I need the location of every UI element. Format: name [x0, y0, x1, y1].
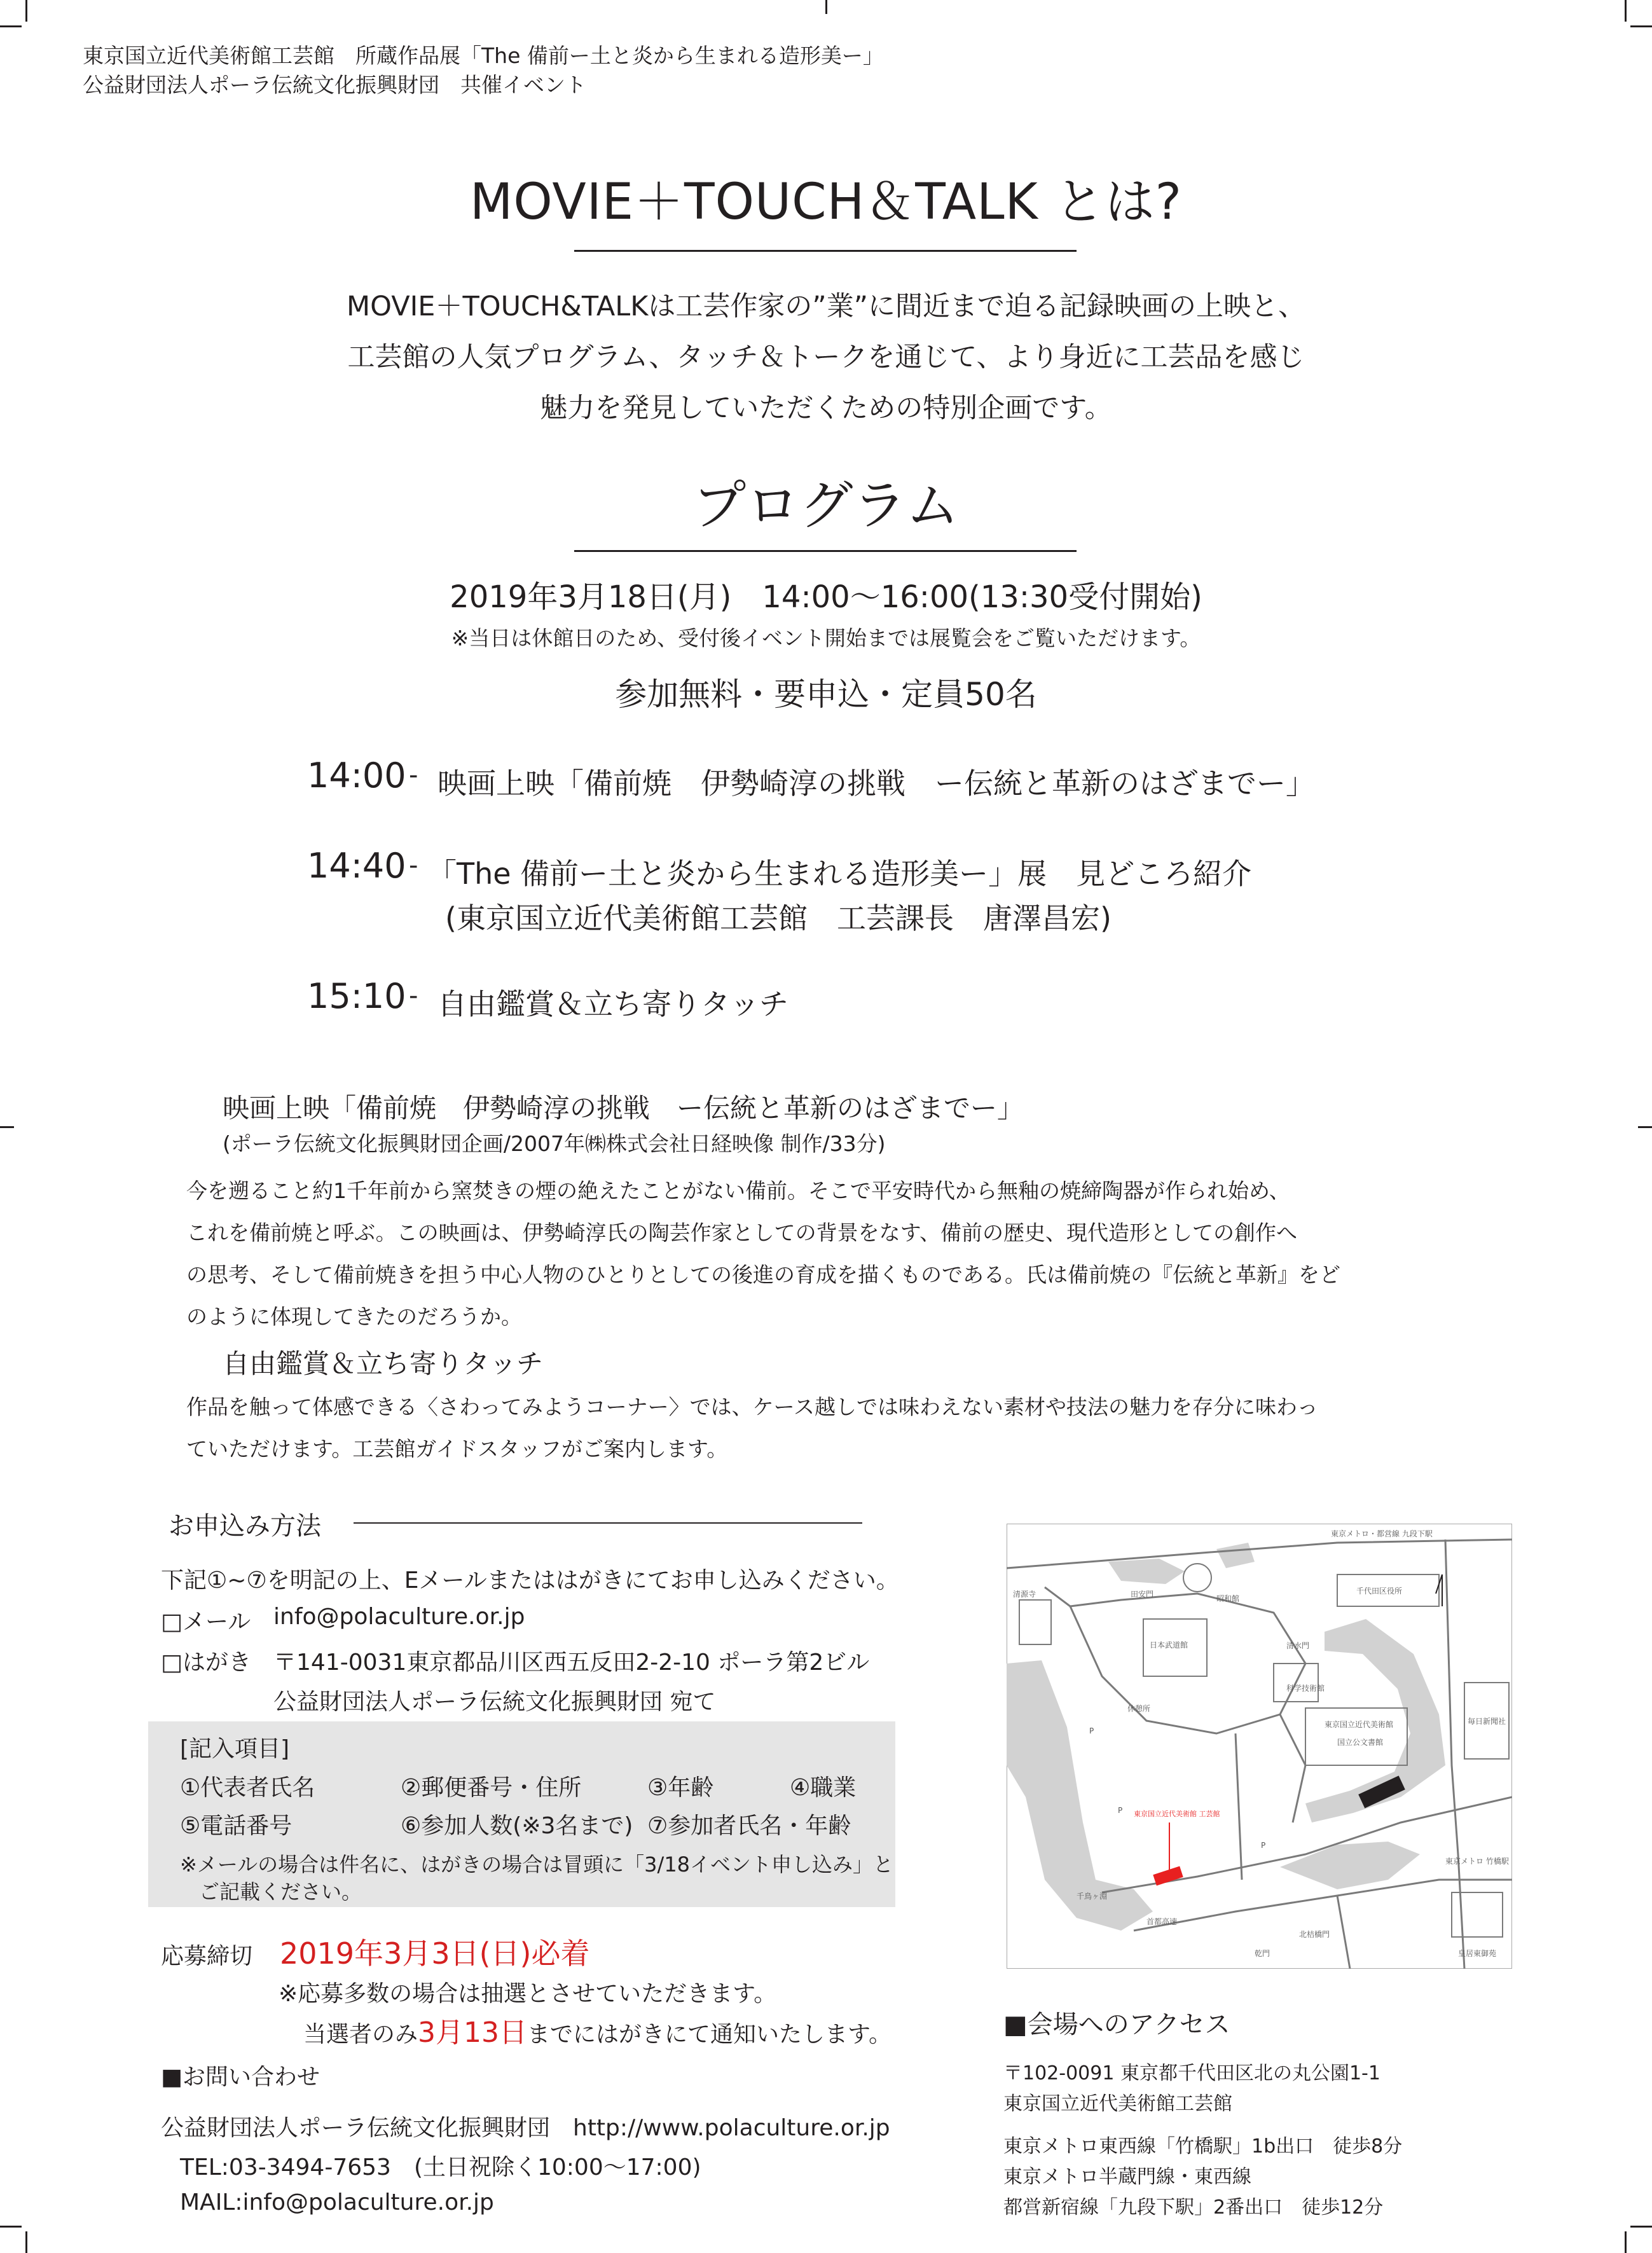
map-label-kyukeijo: 休憩所 [1127, 1704, 1151, 1713]
map-label-momat: 東京国立近代美術館 [1325, 1720, 1394, 1729]
crop-mark-bl-v [25, 2231, 27, 2253]
program-item-2-dash: - [409, 851, 418, 880]
form-item-7: ⑦参加者氏名・年齢 [647, 1813, 851, 1839]
notify-after: までにはがきにて通知いたします。 [527, 2022, 892, 2048]
apply-mail-value: info@polaculture.or.jp [273, 1604, 525, 1630]
crop-mark-tl-v [25, 0, 27, 22]
movie-credit: (ポーラ伝統文化振興財団企画/2007年㈱株式会社日経映像 制作/33分) [223, 1131, 886, 1156]
movie-line-1: 今を遡ること約1千年前から窯焚きの煙の絶えたことがない備前。そこで平安時代から無釉の焼締陶器が作られ始め、 [186, 1178, 1290, 1203]
program-item-1-dash: - [409, 761, 418, 790]
program-item-1-time: 14:00 [307, 755, 406, 796]
map-label-takebashi: 東京メトロ 竹橋駅 [1445, 1857, 1509, 1866]
map-label-venue: 東京国立近代美術館 工芸館 [1134, 1810, 1220, 1818]
touch-title: 自由鑑賞＆立ち寄りタッチ [223, 1348, 544, 1379]
crop-mark-tl-h [0, 25, 22, 27]
map-label-expressway: 首都高速 [1146, 1917, 1178, 1926]
contact-title: ■お問い合わせ [161, 2064, 320, 2090]
program-item-3-dash: - [409, 981, 418, 1010]
map-label-chidorigafuchi: 千鳥ヶ淵 [1077, 1892, 1108, 1901]
notify-line [303, 2009, 891, 2050]
map-label-budokan: 日本武道館 [1150, 1641, 1188, 1650]
about-line-1: MOVIE＋TOUCH&TALKは工芸作家の”業”に間近まで迫る記録映画の上映と、 [347, 291, 1305, 322]
movie-line-3: の思考、そして備前焼きを担う中心人物のひとりとしての後進の育成を描くものである。氏は備前焼の『伝統と革新』をど [186, 1262, 1340, 1287]
apply-title-rule [354, 1522, 862, 1524]
program-note: ※当日は休館日のため、受付後イベント開始までは展覧会をご覧いただけます。 [451, 626, 1201, 651]
map-label-kagaku: 科学技術館 [1286, 1684, 1325, 1693]
program-item-2-text: 「The 備前ー土と炎から生まれる造形美ー」展 見どころ紹介 [427, 857, 1252, 891]
form-items-title: [記入項目] [180, 1736, 290, 1762]
about-line-3: 魅力を発見していただくための特別企画です。 [540, 392, 1112, 424]
crop-mark-left-mid [0, 1126, 14, 1128]
map-label-mainichi: 毎日新聞社 [1468, 1717, 1506, 1726]
access-map [1007, 1524, 1512, 1969]
apply-intro: 下記①~⑦を明記の上、Eメールまたははがきにてお申し込みください。 [161, 1567, 899, 1594]
map-label-showakan: 昭和館 [1216, 1594, 1240, 1603]
crop-mark-br-h [1630, 2226, 1652, 2228]
map-label-p-1: P [1089, 1726, 1094, 1735]
apply-post-value-1: 〒141-0031東京都品川区西五反田2-2-10 ポーラ第2ビル [273, 1650, 870, 1676]
map-label-archives: 国立公文書館 [1337, 1738, 1384, 1747]
about-line-2: 工芸館の人気プログラム、タッチ＆トークを通じて、より身近に工芸品を感じ [347, 341, 1305, 373]
access-route-2: 東京メトロ半蔵門線・東西線 [1003, 2166, 1251, 2188]
touch-line-1: 作品を触って体感できる〈さわってみようコーナー〉では、ケース越しでは味わえない素材や技法の魅力を存分に味わっ [186, 1395, 1318, 1419]
form-item-5: ⑤電話番号 [180, 1813, 293, 1839]
movie-line-2: これを備前焼と呼ぶ。この映画は、伊勢崎淳氏の陶芸作家としての背景をなす、備前の歴史、現代造形としての創作へ [186, 1220, 1298, 1245]
map-label-tayasu: 田安門 [1131, 1590, 1154, 1599]
lottery-note: ※応募多数の場合は抽選とさせていただきます。 [279, 1981, 777, 2007]
notify-before: 当選者のみ [303, 2022, 418, 2048]
contact-tel: TEL:03-3494-7653 (土日祝除く10:00〜17:00) [180, 2154, 701, 2181]
map-label-top-left: 清源寺 [1013, 1590, 1036, 1599]
movie-line-4: のように体現してきたのだろうか。 [186, 1304, 522, 1329]
form-note-2: ご記載ください。 [199, 1880, 362, 1904]
apply-title: お申込み方法 [169, 1512, 321, 1541]
program-item-1-text: 映画上映「備前焼 伊勢崎淳の挑戦 ー伝統と革新のはざまでー」 [437, 766, 1315, 801]
form-item-6: ⑥参加人数(※3名まで) [401, 1813, 633, 1839]
crop-mark-tr-h [1630, 25, 1652, 27]
map-label-top-right: 東京メトロ・都営線 九段下駅 [1331, 1529, 1433, 1538]
form-item-2: ②郵便番号・住所 [401, 1775, 582, 1801]
apply-post-value-2: 公益財団法人ポーラ伝統文化振興財団 宛て [273, 1689, 716, 1715]
map-label-shimizu: 清水門 [1286, 1641, 1310, 1650]
program-title-rule [574, 550, 1077, 552]
contact-mail: MAIL:info@polaculture.or.jp [180, 2189, 494, 2215]
form-item-3: ③年齢 [647, 1775, 714, 1801]
access-title: ■会場へのアクセス [1003, 2010, 1230, 2039]
crop-mark-bl-h [0, 2226, 22, 2228]
access-route-3: 都営新宿線「九段下駅」2番出口 徒歩12分 [1003, 2196, 1384, 2219]
access-address-2: 東京国立近代美術館工芸館 [1003, 2093, 1232, 2115]
apply-mail-label: □メール [161, 1609, 251, 1635]
program-date: 2019年3月18日(月) 14:00〜16:00(13:30受付開始) [450, 579, 1202, 615]
map-label-chiyoda: 千代田区役所 [1356, 1587, 1403, 1595]
program-item-2-time: 14:40 [307, 846, 406, 886]
about-title-rule [574, 250, 1077, 252]
about-title: MOVIE＋TOUCH＆TALK とは? [470, 174, 1182, 231]
header-line-1: 東京国立近代美術館工芸館 所蔵作品展「The 備前ー土と炎から生まれる造形美ー」 [83, 43, 884, 68]
form-item-4: ④職業 [790, 1775, 857, 1801]
crop-mark-right-mid [1638, 1126, 1652, 1128]
map-label-sakashita: 北桔橋門 [1299, 1930, 1330, 1939]
map-label-sannomaru: 皇居東御苑 [1458, 1949, 1497, 1958]
crop-mark-tr-v [1625, 0, 1627, 22]
crop-mark-top-mid [825, 0, 827, 14]
crop-mark-br-v [1625, 2231, 1627, 2253]
program-title: プログラム [692, 474, 960, 537]
movie-title: 映画上映「備前焼 伊勢崎淳の挑戦 ー伝統と革新のはざまでー」 [223, 1092, 1024, 1124]
form-note-1: ※メールの場合は件名に、はがきの場合は冒頭に「3/18イベント申し込み」と [180, 1852, 894, 1877]
notify-date: 3月13日 [418, 2016, 527, 2049]
header-line-2: 公益財団法人ポーラ伝統文化振興財団 共催イベント [83, 72, 586, 97]
map-label-inui: 乾門 [1255, 1949, 1270, 1958]
program-fee: 参加無料・要申込・定員50名 [615, 676, 1037, 713]
access-address-1: 〒102-0091 東京都千代田区北の丸公園1-1 [1003, 2062, 1380, 2084]
apply-post-label: □はがき [161, 1650, 252, 1676]
map-label-p-3: P [1118, 1806, 1123, 1815]
access-map-svg [1007, 1524, 1512, 1969]
program-item-2-sub: (東京国立近代美術館工芸館 工芸課長 唐澤昌宏) [445, 901, 1112, 935]
map-label-p-2: P [1261, 1841, 1266, 1850]
program-item-3-time: 15:10 [307, 976, 406, 1016]
form-item-1: ①代表者氏名 [180, 1775, 315, 1801]
access-route-1: 東京メトロ東西線「竹橋駅」1b出口 徒歩8分 [1003, 2135, 1403, 2158]
deadline-value: 2019年3月3日(日)必着 [280, 1936, 590, 1971]
deadline-label: 応募締切 [161, 1943, 253, 1969]
program-item-3-text: 自由鑑賞＆立ち寄りタッチ [437, 987, 788, 1021]
contact-org: 公益財団法人ポーラ伝統文化振興財団 http://www.polaculture.or.jp [161, 2115, 890, 2141]
touch-line-2: ていただけます。工芸館ガイドスタッフがご案内します。 [186, 1437, 728, 1461]
